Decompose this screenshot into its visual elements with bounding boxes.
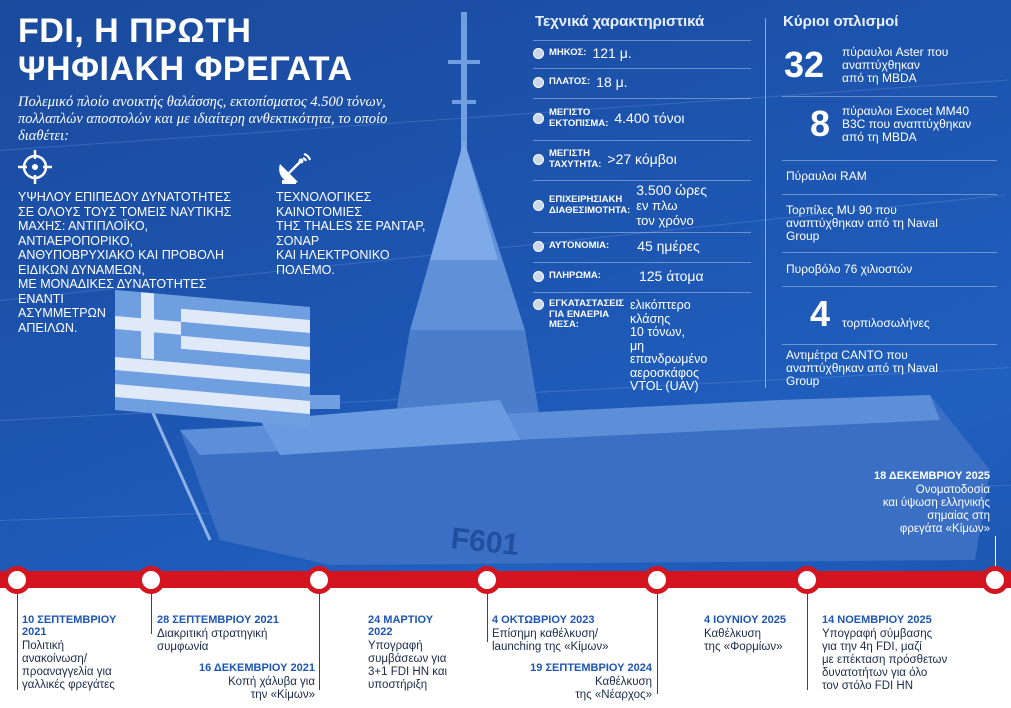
timeline-tick bbox=[17, 594, 18, 690]
title-line-1: FDI, Η ΠΡΩΤΗ bbox=[18, 12, 252, 50]
event-date-naming: 18 ΔΕΚΕΜΒΡΙΟΥ 2025 bbox=[873, 470, 990, 482]
bullet-dot bbox=[533, 77, 544, 88]
bullet-dot bbox=[533, 154, 544, 165]
arm-row-exocet: 8 πύραυλοι Exocet MM40 B3C που αναπτύχθηκαν από τη MBDA bbox=[782, 96, 997, 158]
feature-tech-text: ΤΕΧΝΟΛΟΓΙΚΕΣ ΚΑΙΝΟΤΟΜΙΕΣ ΤΗΣ THALES ΣΕ ΡΑΝΤΑΡ, ΣΟΝΑΡ ΚΑΙ ΗΛΕΚΤΡΟΝΙΚΟ ΠΟΛΕΜΟ. bbox=[276, 190, 426, 277]
timeline-tick bbox=[807, 594, 808, 690]
spec-row-speed: ΜΕΓΙΣΤΗ ΤΑΧΥΤΗΤΑ: >27 κόμβοι bbox=[533, 140, 751, 178]
column-divider bbox=[765, 18, 766, 388]
spec-row-beam: ΠΛΑΤΟΣ: 18 μ. bbox=[533, 68, 751, 96]
event-desc: Καθέλκυση της «Νέαρχος» bbox=[575, 676, 652, 701]
bullet-dot bbox=[533, 241, 544, 252]
event-date: 4 ΙΟΥΝΙΟΥ 2025 bbox=[704, 614, 786, 626]
arm-row-canto: Αντιμέτρα CANTO που αναπτύχθηκαν από τη Naval Group bbox=[782, 344, 997, 392]
bullet-dot bbox=[533, 271, 544, 282]
hull-number: F601 bbox=[449, 522, 521, 563]
timeline-node bbox=[3, 566, 31, 594]
specs-title: Τεχνικά χαρακτηριστικά bbox=[535, 13, 705, 30]
timeline-node bbox=[793, 566, 821, 594]
bullet-dot bbox=[533, 48, 544, 59]
satellite-dish-icon bbox=[276, 150, 314, 186]
bullet-dot bbox=[533, 200, 544, 211]
event-date: 19 ΣΕΠΤΕΜΒΡΙΟΥ 2024 bbox=[530, 662, 652, 674]
event-desc: Υπογραφή συμβάσεων για 3+1 FDI HN και υποστήριξη bbox=[368, 640, 448, 691]
arm-row-torpedoes: Τορπίλες MU 90 που αναπτύχθηκαν από τη Naval Group bbox=[782, 194, 997, 250]
arm-row-torpedo-tubes: 4 τορπιλοσωλήνες bbox=[782, 286, 997, 342]
armament-title: Κύριοι οπλισμοί bbox=[783, 13, 899, 30]
event-date: 24 ΜΑΡΤΙΟΥ 2022 bbox=[368, 614, 434, 638]
spec-row-crew: ΠΛΗΡΩΜΑ: 125 άτομα bbox=[533, 262, 751, 290]
event-date: 14 ΝΟΕΜΒΡΙΟΥ 2025 bbox=[822, 614, 932, 626]
timeline-tick bbox=[319, 594, 320, 690]
timeline-node bbox=[643, 566, 671, 594]
crosshair-icon bbox=[18, 150, 52, 184]
event-date: 16 ΔΕΚΕΜΒΡΙΟΥ 2021 bbox=[198, 662, 315, 674]
timeline-tick bbox=[657, 594, 658, 694]
intro-text: Πολεμικό πλοίο ανοικτής θαλάσσης, εκτοπίσματος 4.500 τόνων, πολλαπλών αποστολών και με ιδιαίτερη ανθεκτικότητα, το οποίο διαθέτει: bbox=[18, 94, 388, 144]
timeline-node bbox=[137, 566, 165, 594]
event-desc: Καθέλκυση της «Φορμίων» bbox=[704, 628, 783, 653]
spec-row-aviation: ΕΓΚΑΤΑΣΤΑΣΕΙΣ ΓΙΑ ΕΝΑΕΡΙΑ ΜΕΣΑ: ελικόπτερο κλάσης 10 τόνων, μη επανδρωμένο αεροσκάφος VTOL (UAV) bbox=[533, 292, 751, 388]
spec-row-length: ΜΗΚΟΣ: 121 μ. bbox=[533, 40, 751, 66]
timeline-node bbox=[981, 566, 1009, 594]
event-date: 4 ΟΚΤΩΒΡΙΟΥ 2023 bbox=[492, 614, 595, 626]
bullet-dot bbox=[533, 299, 544, 310]
event-desc: Διακριτική στρατηγική συμφωνία bbox=[157, 628, 268, 653]
timeline-tick bbox=[487, 594, 488, 642]
page-title bbox=[18, 12, 353, 88]
timeline-tick bbox=[995, 536, 996, 568]
timeline-node bbox=[473, 566, 501, 594]
event-desc: Επίσημη καθέλκυση/ launching της «Κίμων» bbox=[492, 628, 609, 653]
spec-row-autonomy: ΑΥΤΟΝΟΜΙΑ: 45 ημέρες bbox=[533, 232, 751, 260]
spec-row-displacement: ΜΕΓΙΣΤΟ ΕΚΤΟΠΙΣΜΑ: 4.400 τόνοι bbox=[533, 98, 751, 138]
event-desc: Κοπή χάλυβα για την «Κίμων» bbox=[228, 676, 315, 701]
title-line-2: ΨΗΦΙΑΚΗ ΦΡΕΓΑΤΑ bbox=[18, 50, 353, 88]
arm-row-gun: Πυροβόλο 76 χιλιοστών bbox=[782, 252, 997, 284]
timeline-tick bbox=[151, 594, 152, 634]
feature-combat-text: ΥΨΗΛΟΥ ΕΠΙΠΕΔΟΥ ΔΥΝΑΤΟΤΗΤΕΣ ΣΕ ΟΛΟΥΣ ΤΟΥΣ ΤΟΜΕΙΣ ΝΑΥΤΙΚΗΣ ΜΑΧΗΣ: ΑΝΤΙΠΛΟΪΚΟ, ΑΝΤΙΑΕΡΟΠΟΡΙΚΟ, ΑΝΘΥΠΟΒΡΥΧΙΑΚΟ ΚΑΙ ΠΡΟΒΟΛΗ ΕΙΔΙΚΩΝ ΔΥΝΑΜΕΩΝ, ΜΕ ΜΟΝΑΔΙΚΕΣ ΔΥΝΑΤΟΤΗΤΕΣ ΕΝΑΝΤΙ ΑΣΥΜΜΕΤΡΩΝ ΑΠΕΙΛΩΝ. bbox=[18, 190, 232, 335]
event-date: 28 ΣΕΠΤΕΜΒΡΙΟΥ 2021 bbox=[157, 614, 279, 626]
event-desc: Πολιτική ανακοίνωση/ προαναγγελία για γαλλικές φρεγάτες bbox=[22, 640, 115, 691]
spec-row-availability: ΕΠΙΧΕΙΡΗΣΙΑΚΗ ΔΙΑΘΕΣΙΜΟΤΗΤΑ: 3.500 ώρες εν πλω τον χρόνο bbox=[533, 180, 751, 230]
event-date: 10 ΣΕΠΤΕΜΒΡΙΟΥ 2021 bbox=[22, 614, 117, 638]
arm-row-aster: 32 πύραυλοι Aster που αναπτύχθηκαν από τη MBDA bbox=[784, 44, 949, 85]
event-desc: Υπογραφή σύμβασης για την 4η FDI, μαζί με επέκταση πρόσθετων δυνατοτήτων για όλο τον στόλο FDI HN bbox=[822, 628, 948, 692]
event-desc-naming: Ονοματοδοσία και ύψωση ελληνικής σημαίας στη φρεγάτα «Κίμων» bbox=[882, 484, 990, 535]
timeline-node bbox=[305, 566, 333, 594]
bullet-dot bbox=[533, 113, 544, 124]
arm-row-ram: Πύραυλοι RAM bbox=[782, 160, 997, 192]
